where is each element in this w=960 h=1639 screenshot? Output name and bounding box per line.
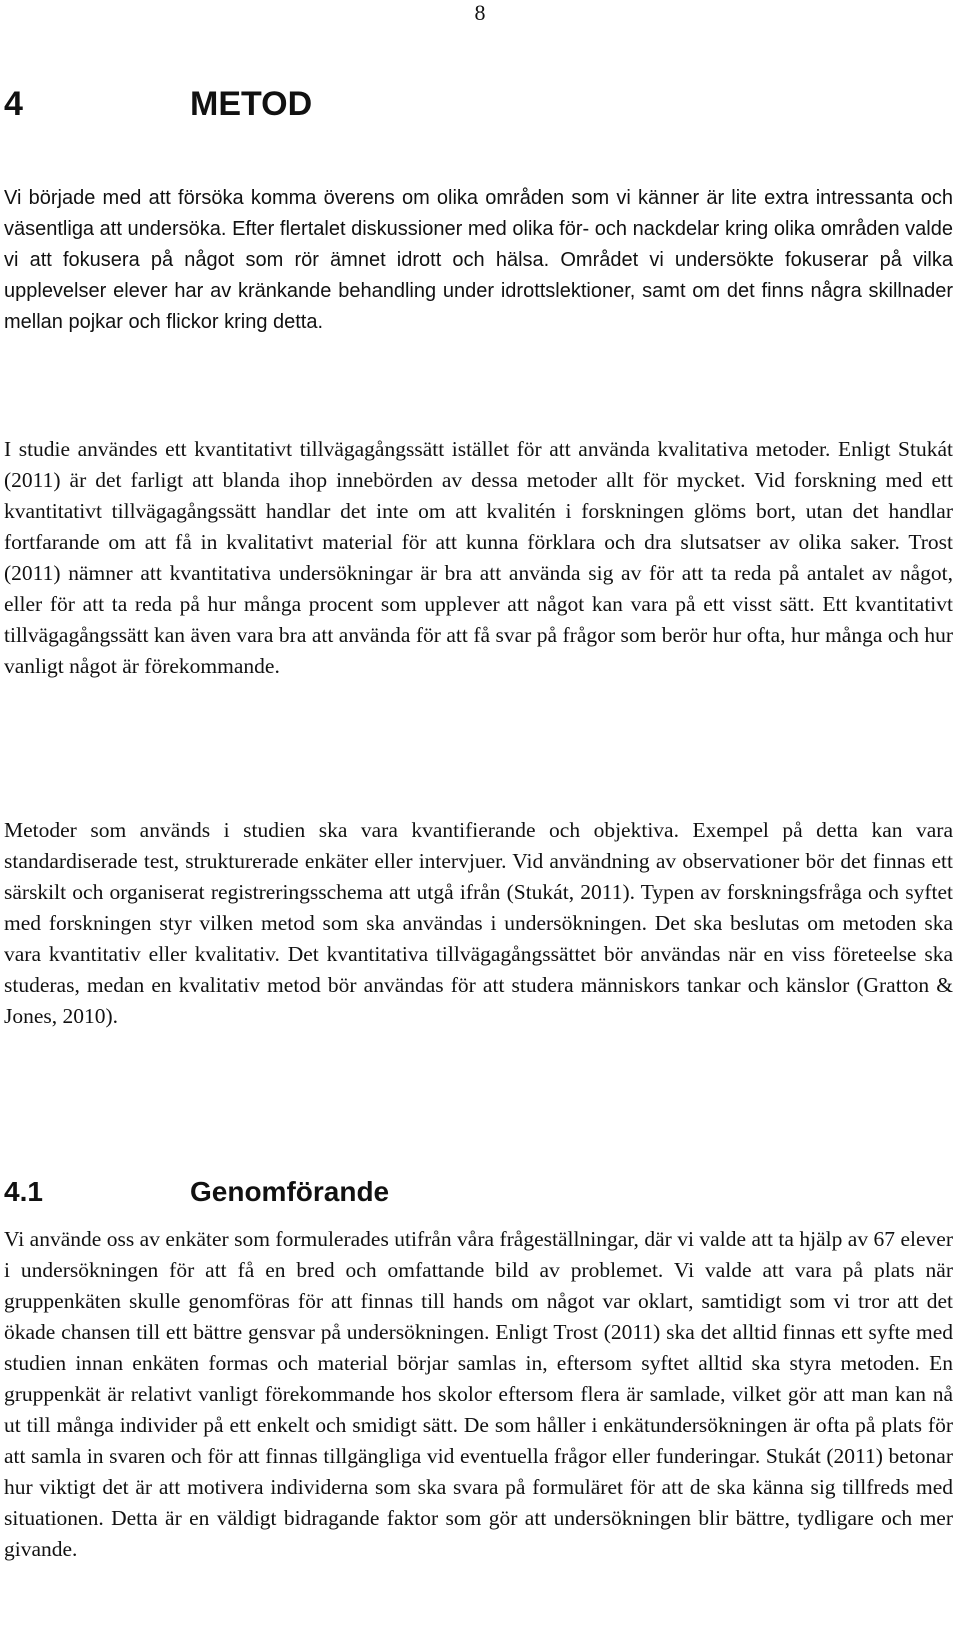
paragraph-method-choice: Metoder som används i studien ska vara kvantifierande och objektiva. Exempel på detta kan vara standardiserade test, strukturerade enkäter eller intervjuer. Vid användning av observationer bör det finnas ett särskilt och organiserat registreringsschema att utgå ifrån (Stukát, 2011). Typen av forskningsfråga och syftet med forskningen styr vilken metod som ska användas i undersökningen. Det ska beslutas om metoden ska vara kvantitativ eller kvalitativ. Det kvantitativa tillvägagångssättet bör användas när en viss företeelse ska studeras, medan en kvalitativ metod bör användas för att studera människors tankar och känslor (Gratton & Jones, 2010). [4, 818, 953, 1028]
paragraph-intro: Vi började med att försöka komma överens om olika områden som vi känner är lite extra intressanta och väsentliga att undersöka. Efter flertalet diskussioner med olika för- och nackdelar kring olika områden valde vi att fokusera på något som rör ämnet idrott och hälsa. Området vi undersökte fokuserar på vilka upplevelser elever har av kränkande behandling under idrottslektioner, samt om det finns några skillnader mellan pojkar och flickor kring detta. [4, 187, 953, 333]
paragraph-implementation: Vi använde oss av enkäter som formulerades utifrån våra frågeställningar, där vi valde att ta hjälp av 67 elever i undersökningen för att få en bred och omfattande bild av problemet. Vi valde att vara på plats när gruppenkäten skulle genomföras för att finnas till hands om något var oklart, samtidigt som vi tror att det ökade chansen till ett bättre gensvar på undersökningen. Enligt Trost (2011) ska det alltid finnas ett syfte med studien innan enkäten formas och material börjar samlas in, eftersom syftet alltid ska styra metoden. En gruppenkät är relativt vanligt förekommande hos skolor eftersom flera är samlade, vilket gör att man kan nå ut till många individer på ett enkelt och smidigt sätt. De som håller i enkätundersökningen är ofta på plats för att samla in svaren och för att finnas tillgängliga vid eventuella frågor eller funderingar. Stukát (2011) betonar hur viktigt det är att motivera individerna som ska svara på formuläret för att de ska känna sig tillfreds med situationen. Detta är en väldigt bidragande faktor som gör att undersökningen blir bättre, tydligare och mer givande. [4, 1227, 953, 1561]
subsection-title: Genomförande [190, 1176, 390, 1207]
paragraph-quantitative-method: I studie användes ett kvantitativt tillvägagångssätt istället för att använda kvalitativa metoder. Enligt Stukát (2011) är det farligt att blanda ihop innebörden av dessa metoder allt för mycket. Vid forskning med ett kvantitativt tillvägagångssätt handlar det inte om att kvalitén i forskningen glöms bort, utan det handlar fortfarande om att få in kvalitativt material för att kunna förklara och dra slutsatser av olika saker. Trost (2011) nämner att kvantitativa undersökningar är bra att använda sig av för att ta reda på antalet av något, eller för att ta reda på hur många procent som upplever att något kan vara på ett visst sätt. Ett kvantitativt tillvägagångssätt kan även vara bra att använda för att få svar på frågor som berör hur ofta, hur många och hur vanligt något är förekommande. [4, 437, 953, 678]
section-number: 4 [4, 85, 23, 123]
subsection-heading [4, 1174, 389, 1210]
section-title: METOD [190, 85, 313, 123]
page-number: 8 [474, 0, 486, 25]
subsection-number: 4.1 [4, 1176, 43, 1207]
section-heading [4, 82, 312, 126]
